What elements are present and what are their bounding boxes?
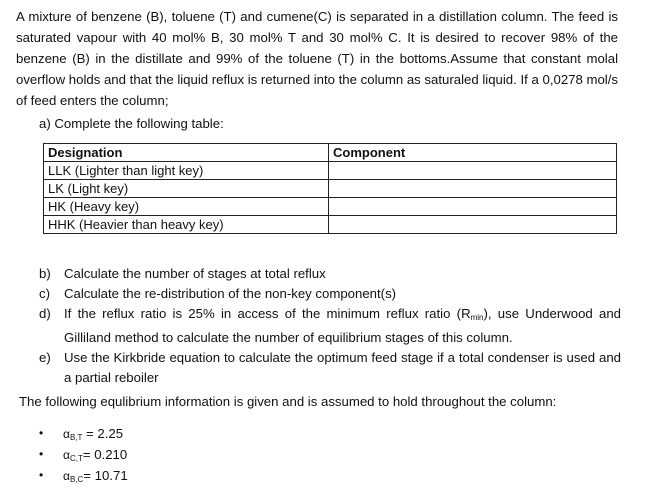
- alpha-subscript: B,C: [69, 475, 84, 484]
- item-letter: e): [39, 350, 51, 365]
- alpha-symbol: α: [63, 427, 70, 441]
- alpha-symbol: α: [63, 448, 70, 462]
- table-row: [44, 180, 617, 198]
- designation-cell: HK (Heavy key): [44, 198, 329, 216]
- header-designation: Designation: [44, 144, 329, 162]
- component-cell[interactable]: [329, 216, 617, 234]
- bullet-icon: •: [39, 426, 44, 440]
- alpha-subscript: C,T: [69, 454, 83, 463]
- table-row: [44, 216, 617, 234]
- alpha-value: = 2.25: [82, 426, 124, 441]
- alpha-subscript: B,T: [69, 433, 83, 442]
- equilibrium-intro: The following equlibrium information is given and is assumed to hold throughout the column:: [19, 394, 557, 409]
- problem-intro: A mixture of benzene (B), toluene (T) and cumene(C) is separated in a distillation column. The feed is saturated vapour with 40 mol% B, 30 mol% T and 30 mol% C. It is desired to recover 98% of the benzene (B) in the distillate and 99% of the toluene (T) in the bottoms.Assume that constant molal overflow holds and that the liquid reflux is returned into the column as saturaled liquid. If a 0,0278 mol/s of feed enters the column;: [16, 9, 618, 108]
- rmin-subscript: min: [470, 313, 484, 322]
- component-cell[interactable]: [329, 162, 617, 180]
- component-table: [43, 143, 617, 234]
- item-letter: c): [39, 286, 50, 301]
- designation-cell: HHK (Heavier than heavy key): [44, 216, 329, 234]
- component-cell[interactable]: [329, 180, 617, 198]
- designation-cell: LK (Light key): [44, 180, 329, 198]
- item-text: Use the Kirkbride equation to calculate the optimum feed stage if a total condenser is used and a partial reboiler: [64, 350, 621, 385]
- item-letter: d): [39, 306, 51, 321]
- header-component: Component: [329, 144, 617, 162]
- alpha-item: [39, 465, 128, 486]
- bullet-icon: •: [39, 468, 44, 482]
- part-a-instruction: a) Complete the following table:: [39, 116, 224, 131]
- table-row: [44, 162, 617, 180]
- item-text: Calculate the re-distribution of the non-key component(s): [64, 286, 397, 301]
- table-row: [44, 198, 617, 216]
- item-text-pre: If the reflux ratio is 25% in access of the minimum reflux ratio (R: [64, 306, 471, 321]
- item-letter: b): [39, 266, 51, 281]
- bullet-icon: •: [39, 447, 44, 461]
- list-item-d: [39, 304, 621, 348]
- alpha-list: [39, 423, 128, 486]
- item-text-post: ), use Underwood and Gilliland method to calculate the number of equilibrium stages of this column.: [64, 306, 621, 345]
- list-item-c: [39, 284, 621, 304]
- alpha-value: = 10.71: [83, 468, 128, 483]
- list-item-e: [39, 348, 621, 388]
- alpha-value: = 0.210: [82, 447, 128, 462]
- component-cell[interactable]: [329, 198, 617, 216]
- list-item-b: [39, 264, 621, 284]
- question-list: [39, 264, 621, 388]
- alpha-item: [39, 444, 128, 465]
- designation-cell: LLK (Lighter than light key): [44, 162, 329, 180]
- alpha-item: [39, 423, 128, 444]
- alpha-symbol: α: [63, 469, 70, 483]
- table-header-row: [44, 144, 617, 162]
- item-text: Calculate the number of stages at total reflux: [64, 266, 326, 281]
